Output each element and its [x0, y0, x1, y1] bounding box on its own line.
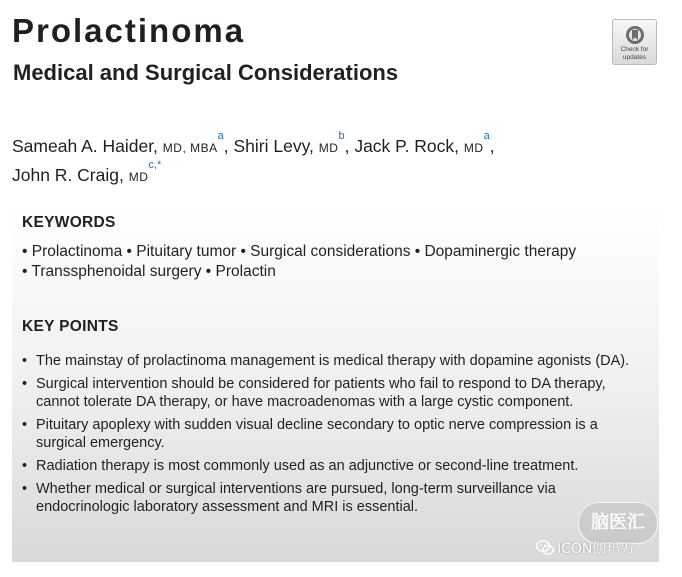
check-for-updates-badge[interactable]	[612, 19, 657, 65]
author-4	[12, 158, 162, 185]
author-list	[12, 131, 612, 189]
author-name: Jack P. Rock,	[354, 135, 460, 156]
key-points-list	[22, 352, 647, 521]
author-separator: ,	[344, 135, 355, 156]
author-affiliation[interactable]: a	[217, 130, 224, 142]
article-title: Prolactinoma	[12, 12, 246, 49]
author-separator: ,	[489, 135, 495, 156]
author-affiliation[interactable]: a	[483, 130, 490, 142]
badge-line1: Check for	[620, 46, 649, 53]
author-degree: MD, MBA	[162, 140, 218, 155]
author-name: John R. Craig,	[12, 164, 124, 185]
author-2	[233, 130, 355, 156]
author-name: Sameah A. Haider,	[12, 135, 158, 156]
keywords-line-1: • Prolactinoma • Pituitary tumor • Surgical considerations • Dopaminergic therapy	[22, 243, 577, 260]
keywords-heading: KEYWORDS	[22, 214, 116, 231]
watermark-logo: 脑医汇	[578, 502, 658, 544]
author-affiliation[interactable]: b	[338, 130, 345, 142]
author-degree: MD	[128, 169, 149, 184]
watermark-account-name: ICON伽玛刀	[557, 541, 635, 557]
keywords-line-2: • Transsphenoidal surgery • Prolactin	[22, 263, 276, 280]
author-3	[354, 130, 495, 156]
article-subtitle: Medical and Surgical Considerations	[13, 60, 399, 85]
author-degree: MD	[463, 140, 484, 155]
key-points-heading: KEY POINTS	[22, 318, 119, 335]
keywords-keypoints-panel	[12, 204, 659, 562]
author-1	[12, 130, 234, 156]
author-name: Shiri Levy,	[233, 135, 314, 156]
list-item: • Surgical intervention should be considered for patients who fail to respond to DA therapy, cannot tolerate DA therapy, or have macroadenomas with a large cystic component.	[22, 375, 647, 411]
list-item: • Pituitary apoplexy with sudden visual decline secondary to optic nerve compression is a surgical emergency.	[22, 416, 647, 452]
list-item: • Whether medical or surgical interventions are pursued, long-term surveillance via endocrinologic laboratory assessment and MRI is essential.	[22, 480, 647, 516]
list-item: • The mainstay of prolactinoma management is medical therapy with dopamine agonists (DA).	[22, 352, 647, 370]
wechat-icon	[536, 540, 554, 556]
author-separator: ,	[223, 135, 234, 156]
author-affiliation[interactable]: c,*	[148, 158, 162, 171]
badge-line2: updates	[622, 54, 647, 61]
list-item: • Radiation therapy is most commonly used as an adjunctive or second-line treatment.	[22, 457, 647, 475]
watermark-account	[536, 538, 634, 558]
bookmark-circle-icon	[625, 25, 645, 45]
author-degree: MD	[318, 140, 339, 155]
